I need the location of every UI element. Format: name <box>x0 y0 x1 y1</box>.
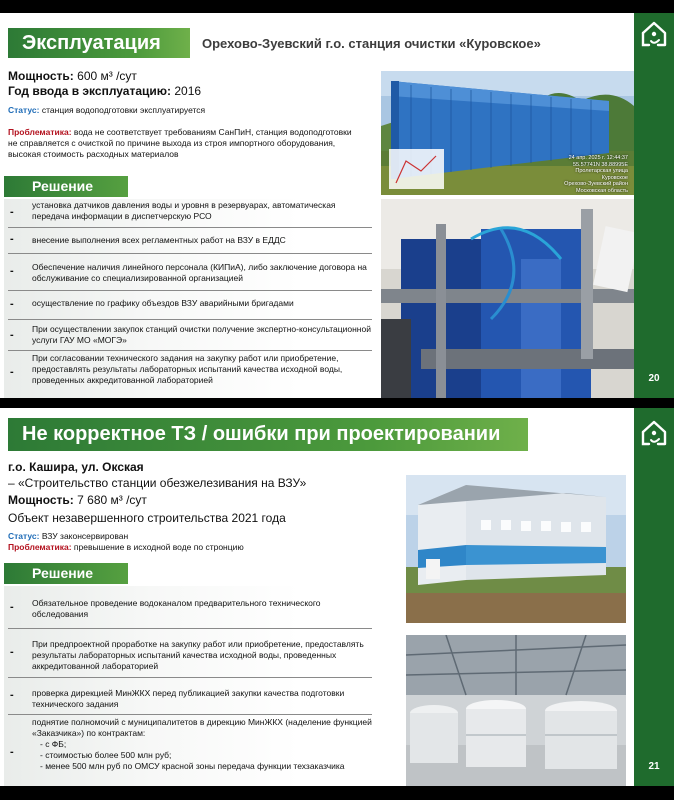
sidebar <box>634 408 674 786</box>
solution-item: - При осуществлении закупок станций очистки получение экспертно-консультационной услуги ГАУ МО «МОГЭ» <box>8 320 372 351</box>
status-label: Статус: <box>8 105 40 115</box>
solution-subitem: - менее 500 млн руб по ОМСУ красной зоны передача функции техзаказчика <box>40 761 345 771</box>
slide-20 <box>0 13 674 398</box>
solution-item: - При согласовании технического задания на закупку работ или приобретение, предоставлять результаты лабораторных испытаний качества исходной воды, проведенных аккредитованной лабораторией <box>10 353 343 385</box>
slide-21 <box>0 408 674 786</box>
house-logo-icon <box>639 418 669 448</box>
solution-heading: Решение <box>4 563 128 584</box>
sidebar <box>634 13 674 398</box>
solution-heading: Решение <box>4 176 128 197</box>
container-photo <box>381 71 634 195</box>
capacity-line <box>8 493 147 507</box>
status-value: ВЗУ законсервирован <box>41 531 129 541</box>
capacity-line <box>8 69 137 83</box>
solution-item: - При предпроектной проработке на закупку работ или приобретение, предоставлять результаты лабораторных испытаний качества исходной воды, проведенных аккредитованной лабораторией <box>8 629 372 678</box>
problem-label: Проблематика: <box>8 542 72 552</box>
status-label: Статус: <box>8 531 40 541</box>
status-value: станция водоподготовки эксплуатируется <box>41 105 206 115</box>
status-line <box>8 531 128 542</box>
solution-item: - осуществление по графику объездов ВЗУ аварийными бригадами <box>8 291 372 320</box>
capacity-value: 600 м³ /сут <box>77 69 137 83</box>
slide-title: Не корректное ТЗ / ошибки при проектировании <box>8 418 528 451</box>
solution-item: - проверка дирекцией МинЖКХ перед публикацией закупки качества подготовки технического задания <box>8 678 372 715</box>
equipment-photo <box>381 199 634 398</box>
status-line <box>8 105 205 116</box>
slide-subtitle: Орехово-Зуевский г.о. станция очистки «Куровское» <box>202 36 541 51</box>
year-label: Год ввода в эксплуатацию: <box>8 84 172 98</box>
year-line <box>8 84 201 98</box>
capacity-value: 7 680 м³ /сут <box>77 493 147 507</box>
project-line: – «Строительство станции обезжелезивания на ВЗУ» <box>8 476 307 490</box>
solution-item: - Обязательное проведение водоканалом предварительного технического обследования <box>8 586 372 629</box>
solution-item: - внесение выполнения всех регламентных работ на ВЗУ в ЕДДС <box>8 228 372 254</box>
problem-text <box>8 127 363 160</box>
solution-intro: поднятие полномочий с муниципалитетов в дирекцию МинЖКХ (наделение функцией «Заказчика») по контрактам: <box>32 717 372 738</box>
solution-item: - поднятие полномочий с муниципалитетов в дирекцию МинЖКХ (наделение функцией «Заказчика») по контрактам: - с ФБ; - стоимостью более 500 млн руб; - менее 500 млн руб по ОМСУ красной зоны передача функции техзаказчика <box>10 717 372 771</box>
year-value: 2016 <box>174 84 202 98</box>
problem-value: превышение в исходной воде по стронцию <box>73 542 244 552</box>
building-photo <box>406 475 626 623</box>
house-logo-icon <box>639 19 669 49</box>
location-line: г.о. Кашира, ул. Окская <box>8 460 144 474</box>
solution-item: - установка датчиков давления воды и уровня в резервуарах, автоматическая передача информации в диспетчерскую РСО <box>8 199 372 228</box>
page-number: 21 <box>648 761 660 772</box>
solution-subitem: - с ФБ; <box>40 739 67 749</box>
tanks-photo <box>406 635 626 786</box>
solution-subitem: - стоимостью более 500 млн руб; <box>40 750 172 760</box>
slide-title: Эксплуатация <box>8 28 190 58</box>
unfinished-line: Объект незавершенного строительства 2021 года <box>8 511 286 525</box>
solution-item: - Обеспечение наличия линейного персонала (КИПиА), либо заключение договора на обслуживание со специализированной организацией <box>8 254 372 291</box>
problem-label: Проблематика: <box>8 127 72 137</box>
capacity-label: Мощность: <box>8 493 74 507</box>
page-number: 20 <box>648 373 660 384</box>
problem-line <box>8 542 244 553</box>
problem-value: вода не соответствует требованиям СанПиН, станция водоподготовки не справляется с очисткой по причине выхода из строя импортного оборудования, высокая стоимость расходных материалов <box>8 127 352 159</box>
capacity-label: Мощность: <box>8 69 74 83</box>
photo-caption: 24 апр. 2025 г. 12:44:37 55.57741N 38.88995E Пролетарская улица Куровское Орехово-Зуевский район Московская область <box>564 155 628 194</box>
